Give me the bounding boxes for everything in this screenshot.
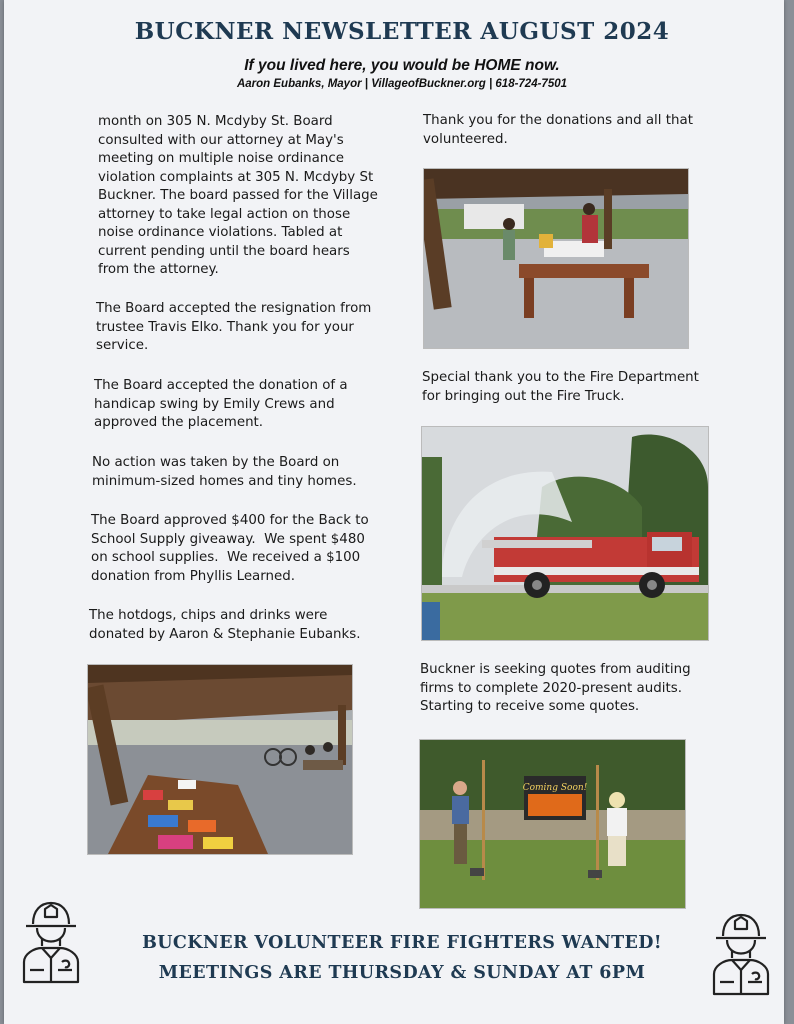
text-line: No action was taken by the Board on	[92, 455, 340, 470]
text-line: firms to complete 2020-present audits.	[420, 680, 682, 696]
text-line: current pending until the board hears	[98, 243, 350, 259]
paragraph-fire-department	[422, 369, 699, 406]
text-line: consulted with our attorney at May's	[98, 132, 344, 148]
text-line: violation complaints at 305 N. Mcdyby St	[98, 169, 374, 185]
paragraph-swing-donation	[94, 377, 348, 433]
text-line: meeting on multiple noise ordinance	[98, 151, 344, 166]
text-line: Thank you for the donations and all that	[423, 113, 693, 128]
text-line: service.	[96, 338, 149, 353]
text-line: The Board accepted the resignation from	[96, 301, 372, 316]
text-line: School Supply giveaway. We spent $480	[91, 531, 365, 547]
paragraph-tiny-homes	[92, 454, 357, 491]
photo-pavilion-picnic-table	[423, 168, 689, 349]
text-line: The Board accepted the donation of a	[94, 378, 348, 393]
text-line: volunteered.	[423, 131, 508, 147]
sign-coming-soon: Coming Soon!	[522, 783, 588, 793]
contact-line: Aaron Eubanks, Mayor | VillageofBuckner.org | 618-724-7501	[236, 78, 568, 90]
paragraph-school-supplies	[91, 512, 369, 586]
photo-groundbreaking	[419, 739, 686, 909]
text-line: The Board approved $400 for the Back to	[91, 513, 369, 528]
text-line: month on 305 N. Mcdyby St. Board	[98, 114, 333, 129]
text-line: Starting to receive some quotes.	[420, 699, 640, 714]
text-line: Special thank you to the Fire Department	[422, 370, 699, 385]
text-line: for bringing out the Fire Truck.	[422, 388, 625, 404]
text-line: on school supplies. We received a $100	[91, 550, 361, 565]
text-line: donated by Aaron & Stephanie Eubanks.	[89, 626, 361, 642]
photo-fire-truck	[421, 426, 709, 641]
firefighter-icon	[710, 912, 772, 996]
text-line: The hotdogs, chips and drinks were	[89, 608, 328, 623]
text-line: approved the placement.	[94, 415, 264, 430]
paragraph-resignation	[96, 300, 371, 356]
newsletter-title: BUCKNER NEWSLETTER AUGUST 2024	[134, 18, 670, 45]
text-line: Buckner is seeking quotes from auditing	[420, 662, 691, 677]
text-line: from the attorney.	[98, 262, 219, 277]
text-line: Buckner. The board passed for the Village	[98, 188, 378, 203]
footer-recruiting-line: BUCKNER VOLUNTEER FIRE FIGHTERS WANTED!	[142, 933, 662, 953]
paragraph-hotdogs	[89, 607, 361, 644]
footer-meetings-line: MEETINGS ARE THURSDAY & SUNDAY AT 6PM	[158, 963, 646, 983]
paragraph-thank-you	[423, 112, 693, 149]
paragraph-noise-ordinance	[98, 113, 378, 280]
text-line: minimum-sized homes and tiny homes.	[92, 473, 357, 489]
paragraph-auditing	[420, 661, 691, 717]
text-line: noise ordinance violations. Tabled at	[98, 225, 343, 240]
text-line: trustee Travis Elko. Thank you for your	[96, 319, 354, 335]
text-line: handicap swing by Emily Crews and	[94, 396, 335, 412]
photo-pavilion-snacks	[87, 664, 353, 855]
text-line: donation from Phyllis Learned.	[91, 568, 296, 584]
tagline: If you lived here, you would be HOME now.	[244, 57, 560, 74]
text-line: attorney to take legal action on those	[98, 206, 351, 222]
